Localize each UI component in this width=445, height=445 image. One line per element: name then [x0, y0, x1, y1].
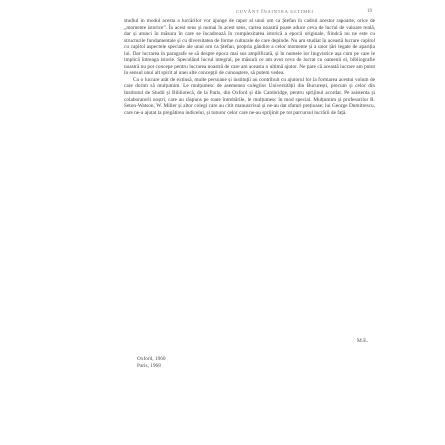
- body-text: [124, 18, 375, 116]
- place-date-line: Paris, 1968: [137, 362, 161, 369]
- paragraph: Cu o lucrare atât de extinsă, multe persoane și instituții au contribuit cu ajutorul lor la formarea acestui volum de care dorim să mulțumim. Le mulțumesc de asemenea colegilor Universității din București, precum și celor din Institutul de Studii și Bibliotecă, de la Paris, din Oxford și din Cambridge, pentru sprijinul acordat. Pe asistenta și colaboratorii noștri, care au răspuns pe toate întrebările, le mulțumesc în mod special. Mulțumim și profesorilor R. Seton-Watson, W. Miller și altor colegi care au citit manuscrisul și ne-au dat sfaturi prețioase; lui George Dumitrescu, care ne-a ajutat la pregătirea indicelui, și tuturor celor care ne-au sprijinit pe tot parcursul lucrării de față.: [124, 76, 375, 116]
- paragraph: studiul in modul acesta a lucrărilor vor ajunge de rapor al unui om ca Ștefan în cadrul acestor rapoarte, orice de „momente istorice”. În acest sens și numai în acest sens, cartea noastră poate aduce ceva de lucrul de valoare reală, dar și atunci în măsura în care se încadrează în complexitatea istorică a epocii originale, fiindcă nu ne este cu structurile fundamentale și cu diversitatea de forme culturale de care depinde. Nu am studiat în această lucrare capitol cu capitol aspectele speciale ale unui om ca Ștefan, propria gândire a celor momente și a unor țări legate de apariția lui. Dar lucrarea în paragrafe se să despre epoca mai sus amplificată, și în numele lor lingvistice așa cum pe care le implică întreaga istorie. Speculând lucrul integral, pe măsură ce am avut ceva de lucrat cu oamenii ei, bibliografie noastră nu pot concepe pentru lucrarea noastră de care am aceasta o ultimă ajutor. Ne pare că această lucrare am putut în sensul unui alt spirit al unei alte concepții de cunoaștere, să putem vedea.: [124, 18, 375, 77]
- place-date: [137, 356, 166, 369]
- author-initials: M.E.: [356, 338, 368, 344]
- page-number: 19: [367, 8, 372, 14]
- running-header: CUVÂNT ÎNAINTEA ULTIMEI: [236, 9, 314, 14]
- place-date-line: Oxford, 1960: [137, 356, 166, 362]
